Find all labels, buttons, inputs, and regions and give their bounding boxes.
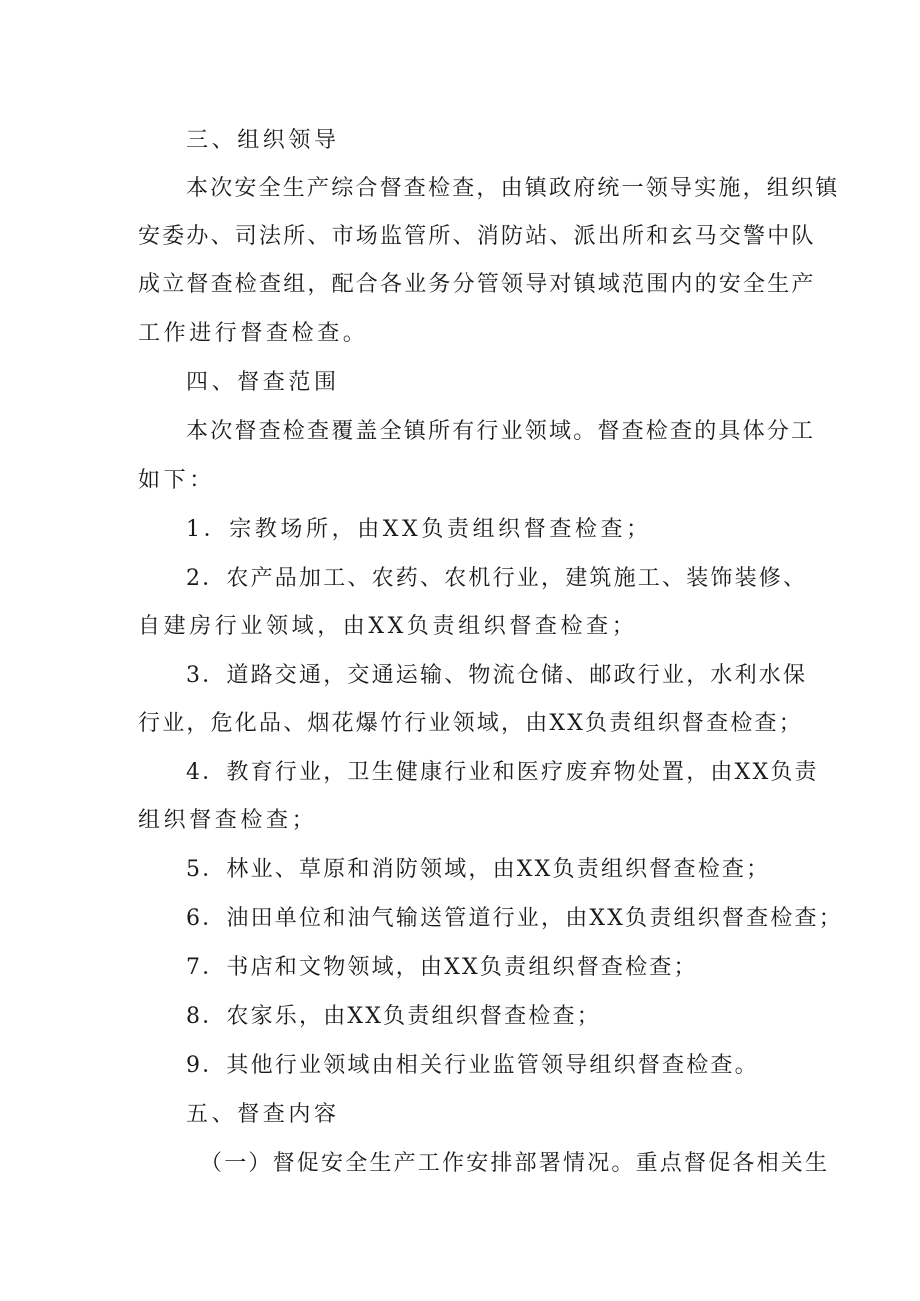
section-3-heading: 三、组织领导 xyxy=(186,128,340,153)
section-5-paragraph-line-1: （一）督促安全生产工作安排部署情况。重点督促各相关生 xyxy=(200,1151,830,1176)
list-item-8: 8．农家乐，由XX负责组织督查检查； xyxy=(186,1004,601,1029)
section-4-heading: 四、督查范围 xyxy=(186,370,340,395)
list-item-5: 5．林业、草原和消防领域，由XX负责组织督查检查； xyxy=(186,857,771,882)
list-item-2-line-1: 2．农产品加工、农药、农机行业，建筑施工、装饰装修、 xyxy=(186,566,808,591)
section-4-intro-line-1: 本次督查检查覆盖全镇所有行业领域。督查检查的具体分工 xyxy=(186,419,816,444)
section-3-paragraph-line-3: 成立督查检查组，配合各业务分管领导对镇域范围内的安全生产 xyxy=(138,272,816,297)
list-item-7: 7．书店和文物领域，由XX负责组织督查检查； xyxy=(186,955,698,980)
section-3-paragraph-line-4: 工作进行督查检查。 xyxy=(138,321,369,346)
list-item-2-line-2: 自建房行业领域，由XX负责组织督查检查； xyxy=(138,614,638,639)
section-4-intro-line-2: 如下： xyxy=(138,468,215,493)
section-3-paragraph-line-1: 本次安全生产综合督查检查，由镇政府统一领导实施，组织镇 xyxy=(186,176,840,201)
section-5-heading: 五、督查内容 xyxy=(186,1102,340,1127)
list-item-4-line-1: 4．教育行业，卫生健康行业和医疗废弃物处置，由XX负责 xyxy=(186,760,819,785)
section-3-paragraph-line-2: 安委办、司法所、市场监管所、消防站、派出所和玄马交警中队 xyxy=(138,224,816,249)
list-item-4-line-2: 组织督查检查； xyxy=(138,808,318,833)
list-item-9: 9．其他行业领域由相关行业监管领导组织督查检查。 xyxy=(186,1053,759,1078)
list-item-3-line-1: 3．道路交通，交通运输、物流仓储、邮政行业，水利水保 xyxy=(186,663,808,688)
list-item-1: 1．宗教场所，由XX负责组织督查检查； xyxy=(186,517,652,542)
list-item-6: 6．油田单位和油气输送管道行业，由XX负责组织督查检查； xyxy=(186,906,843,931)
list-item-3-line-2: 行业，危化品、烟花爆竹行业领域，由XX负责组织督查检查； xyxy=(138,711,803,736)
